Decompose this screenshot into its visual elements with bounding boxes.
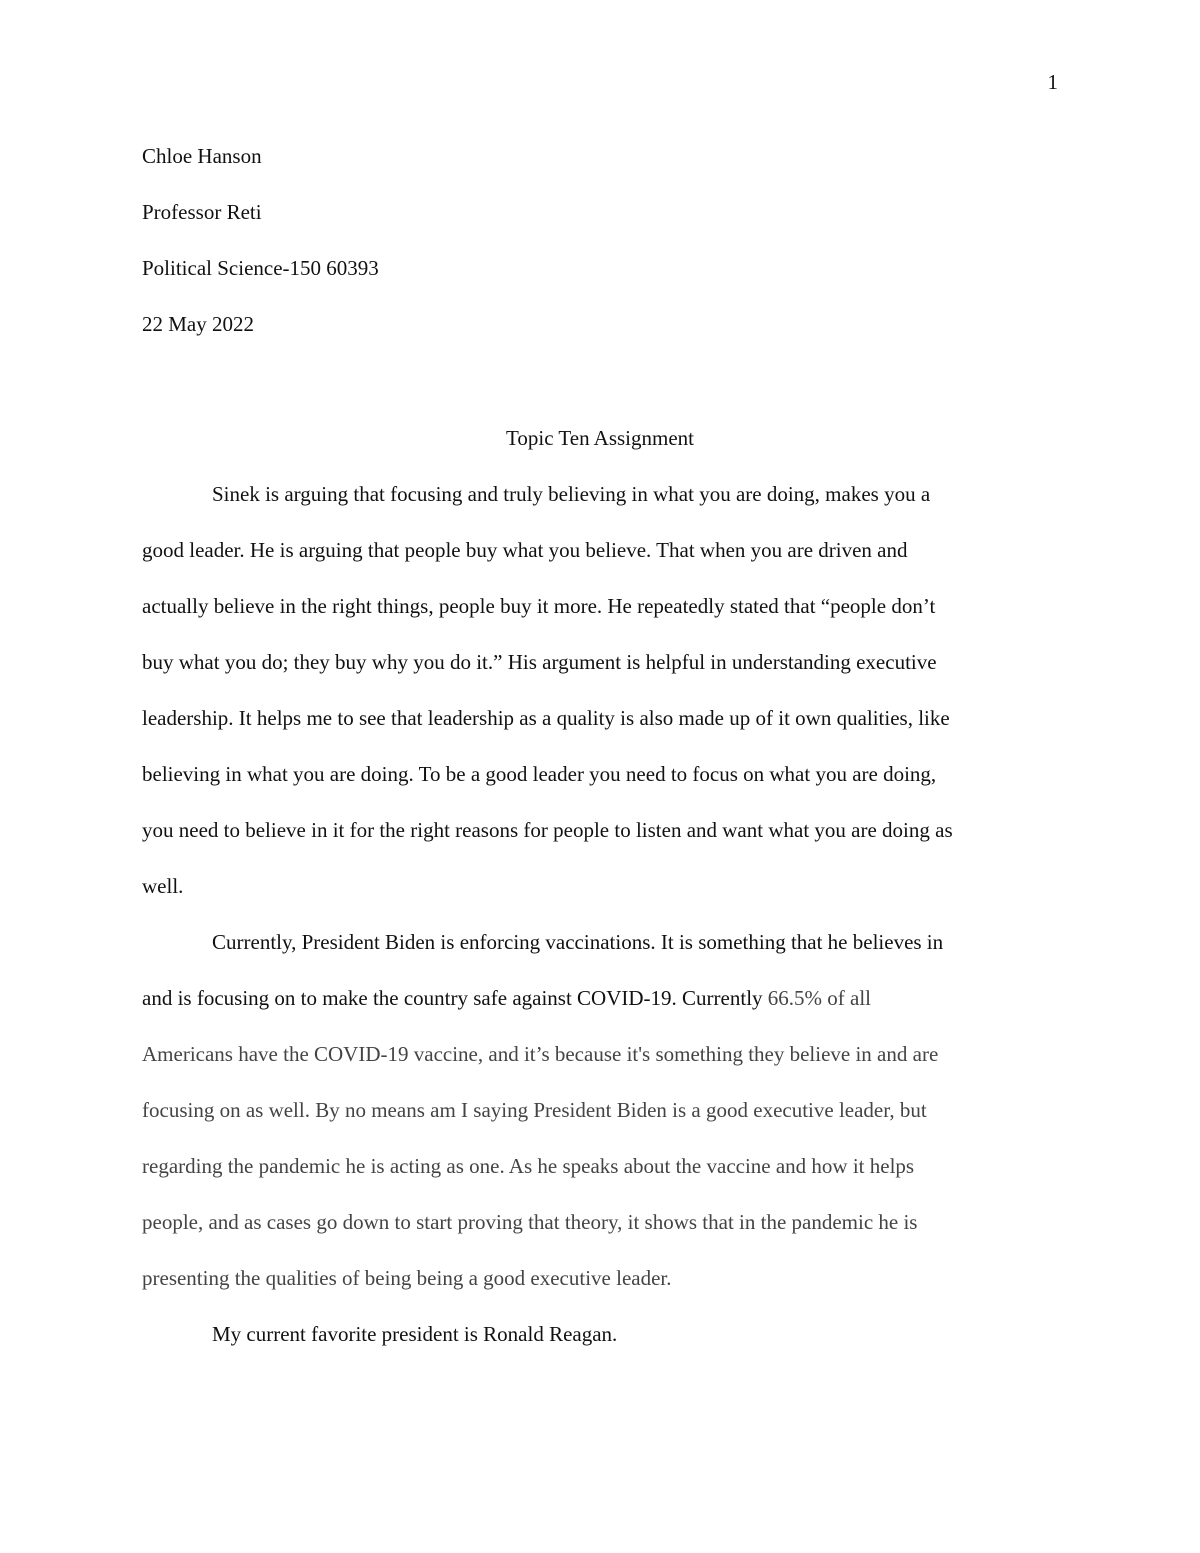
paragraph-1-line-4: buy what you do; they buy why you do it.” His argument is helpful in understanding executive xyxy=(142,650,937,674)
paragraph-2-line-4: focusing on as well. By no means am I saying President Biden is a good executive leader, but xyxy=(142,1098,927,1122)
page-number: 1 xyxy=(1047,70,1058,94)
instructor-name: Professor Reti xyxy=(142,200,262,224)
paragraph-1-line-6: believing in what you are doing. To be a good leader you need to focus on what you are doing, xyxy=(142,762,937,786)
paragraph-3-line-1: My current favorite president is Ronald Reagan. xyxy=(212,1322,618,1346)
paragraph-2-line-6: people, and as cases go down to start proving that theory, it shows that in the pandemic he is xyxy=(142,1210,918,1234)
mla-heading xyxy=(142,142,379,366)
paragraph-1-line-3: actually believe in the right things, people buy it more. He repeatedly stated that “people don’t xyxy=(142,594,936,618)
paragraph-1-line-2: good leader. He is arguing that people buy what you believe. That when you are driven and xyxy=(142,538,908,562)
paragraph-2-line-2-text: and is focusing on to make the country safe against COVID-19. Currently xyxy=(142,986,768,1010)
paragraph-2-line-3: Americans have the COVID-19 vaccine, and it’s because it's something they believe in and are xyxy=(142,1042,939,1066)
vaccination-rate-text: 66.5% of all xyxy=(767,986,872,1010)
assignment-date: 22 May 2022 xyxy=(142,312,254,336)
paragraph-2-line-2 xyxy=(142,984,1062,1040)
paragraph-1-line-1: Sinek is arguing that focusing and truly believing in what you are doing, makes you a xyxy=(212,482,931,506)
document-body xyxy=(142,480,1062,1376)
paragraph-1-line-5: leadership. It helps me to see that leadership as a quality is also made up of it own qualities, like xyxy=(142,706,950,730)
paragraph-1-line-7: you need to believe in it for the right reasons for people to listen and want what you are doing as xyxy=(142,818,953,842)
paragraph-2-line-7: presenting the qualities of being being a good executive leader. xyxy=(142,1266,672,1290)
course-name: Political Science-150 60393 xyxy=(142,256,379,280)
document-title: Topic Ten Assignment xyxy=(506,426,694,450)
paragraph-2-line-1: Currently, President Biden is enforcing vaccinations. It is something that he believes in xyxy=(212,930,944,954)
paragraph-1-line-8: well. xyxy=(142,874,184,898)
paragraph-2-line-5: regarding the pandemic he is acting as one. As he speaks about the vaccine and how it helps xyxy=(142,1154,915,1178)
author-name: Chloe Hanson xyxy=(142,144,262,168)
